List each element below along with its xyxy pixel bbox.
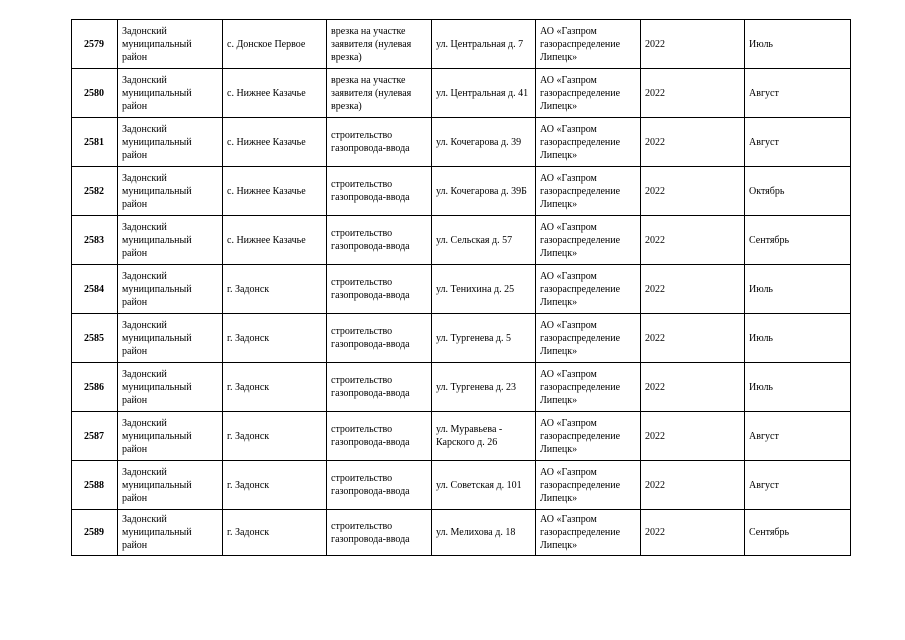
work-type-cell: строительство газопровода-ввода [327, 118, 432, 167]
table-row [72, 167, 851, 216]
address-cell: ул. Сельская д. 57 [432, 216, 536, 265]
table-row [72, 461, 851, 510]
year-cell: 2022 [641, 314, 745, 363]
year-cell: 2022 [641, 69, 745, 118]
address-cell: ул. Центральная д. 41 [432, 69, 536, 118]
work-type-cell: строительство газопровода-ввода [327, 314, 432, 363]
table-row [72, 412, 851, 461]
organization-cell: АО «Газпром газораспределение Липецк» [536, 510, 641, 556]
settlement-cell: г. Задонск [223, 363, 327, 412]
month-cell: Август [745, 412, 851, 461]
district-cell: Задонский муниципальный район [118, 216, 223, 265]
district-cell: Задонский муниципальный район [118, 167, 223, 216]
month-cell: Октябрь [745, 167, 851, 216]
month-cell: Сентябрь [745, 216, 851, 265]
month-cell: Сентябрь [745, 510, 851, 556]
settlement-cell: г. Задонск [223, 265, 327, 314]
organization-cell: АО «Газпром газораспределение Липецк» [536, 20, 641, 69]
row-number: 2589 [72, 510, 118, 556]
month-cell: Июль [745, 363, 851, 412]
row-number: 2579 [72, 20, 118, 69]
year-cell: 2022 [641, 20, 745, 69]
table-row [72, 510, 851, 556]
settlement-cell: г. Задонск [223, 412, 327, 461]
district-cell: Задонский муниципальный район [118, 461, 223, 510]
row-number: 2581 [72, 118, 118, 167]
address-cell: ул. Кочегарова д. 39Б [432, 167, 536, 216]
organization-cell: АО «Газпром газораспределение Липецк» [536, 461, 641, 510]
year-cell: 2022 [641, 216, 745, 265]
address-cell: ул. Центральная д. 7 [432, 20, 536, 69]
organization-cell: АО «Газпром газораспределение Липецк» [536, 412, 641, 461]
settlement-cell: с. Донское Первое [223, 20, 327, 69]
address-cell: ул. Муравьева - Карского д. 26 [432, 412, 536, 461]
organization-cell: АО «Газпром газораспределение Липецк» [536, 363, 641, 412]
row-number: 2582 [72, 167, 118, 216]
organization-cell: АО «Газпром газораспределение Липецк» [536, 314, 641, 363]
row-number: 2580 [72, 69, 118, 118]
work-type-cell: строительство газопровода-ввода [327, 412, 432, 461]
district-cell: Задонский муниципальный район [118, 20, 223, 69]
district-cell: Задонский муниципальный район [118, 510, 223, 556]
district-cell: Задонский муниципальный район [118, 412, 223, 461]
row-number: 2583 [72, 216, 118, 265]
row-number: 2586 [72, 363, 118, 412]
year-cell: 2022 [641, 265, 745, 314]
district-cell: Задонский муниципальный район [118, 363, 223, 412]
work-type-cell: врезка на участке заявителя (нулевая врезка) [327, 69, 432, 118]
settlement-cell: с. Нижнее Казачье [223, 167, 327, 216]
year-cell: 2022 [641, 461, 745, 510]
work-type-cell: строительство газопровода-ввода [327, 167, 432, 216]
year-cell: 2022 [641, 510, 745, 556]
table-row [72, 265, 851, 314]
organization-cell: АО «Газпром газораспределение Липецк» [536, 69, 641, 118]
work-type-cell: строительство газопровода-ввода [327, 265, 432, 314]
address-cell: ул. Тургенева д. 5 [432, 314, 536, 363]
month-cell: Июль [745, 265, 851, 314]
year-cell: 2022 [641, 412, 745, 461]
month-cell: Август [745, 461, 851, 510]
settlement-cell: с. Нижнее Казачье [223, 69, 327, 118]
year-cell: 2022 [641, 118, 745, 167]
organization-cell: АО «Газпром газораспределение Липецк» [536, 265, 641, 314]
district-cell: Задонский муниципальный район [118, 69, 223, 118]
address-cell: ул. Мелихова д. 18 [432, 510, 536, 556]
settlement-cell: с. Нижнее Казачье [223, 216, 327, 265]
month-cell: Август [745, 118, 851, 167]
row-number: 2587 [72, 412, 118, 461]
table-row [72, 363, 851, 412]
work-type-cell: строительство газопровода-ввода [327, 510, 432, 556]
organization-cell: АО «Газпром газораспределение Липецк» [536, 216, 641, 265]
row-number: 2584 [72, 265, 118, 314]
work-type-cell: строительство газопровода-ввода [327, 216, 432, 265]
row-number: 2588 [72, 461, 118, 510]
district-cell: Задонский муниципальный район [118, 314, 223, 363]
work-type-cell: строительство газопровода-ввода [327, 461, 432, 510]
row-number: 2585 [72, 314, 118, 363]
settlement-cell: г. Задонск [223, 314, 327, 363]
table-body [72, 20, 851, 556]
table-row [72, 314, 851, 363]
settlement-cell: с. Нижнее Казачье [223, 118, 327, 167]
settlement-cell: г. Задонск [223, 510, 327, 556]
table-row [72, 216, 851, 265]
table-row [72, 20, 851, 69]
address-cell: ул. Советская д. 101 [432, 461, 536, 510]
table-row [72, 118, 851, 167]
settlement-cell: г. Задонск [223, 461, 327, 510]
month-cell: Август [745, 69, 851, 118]
organization-cell: АО «Газпром газораспределение Липецк» [536, 118, 641, 167]
table-row [72, 69, 851, 118]
organization-cell: АО «Газпром газораспределение Липецк» [536, 167, 641, 216]
district-cell: Задонский муниципальный район [118, 265, 223, 314]
gasification-table [71, 19, 851, 556]
address-cell: ул. Кочегарова д. 39 [432, 118, 536, 167]
address-cell: ул. Тенихина д. 25 [432, 265, 536, 314]
year-cell: 2022 [641, 363, 745, 412]
year-cell: 2022 [641, 167, 745, 216]
work-type-cell: строительство газопровода-ввода [327, 363, 432, 412]
address-cell: ул. Тургенева д. 23 [432, 363, 536, 412]
district-cell: Задонский муниципальный район [118, 118, 223, 167]
month-cell: Июль [745, 314, 851, 363]
work-type-cell: врезка на участке заявителя (нулевая врезка) [327, 20, 432, 69]
month-cell: Июль [745, 20, 851, 69]
